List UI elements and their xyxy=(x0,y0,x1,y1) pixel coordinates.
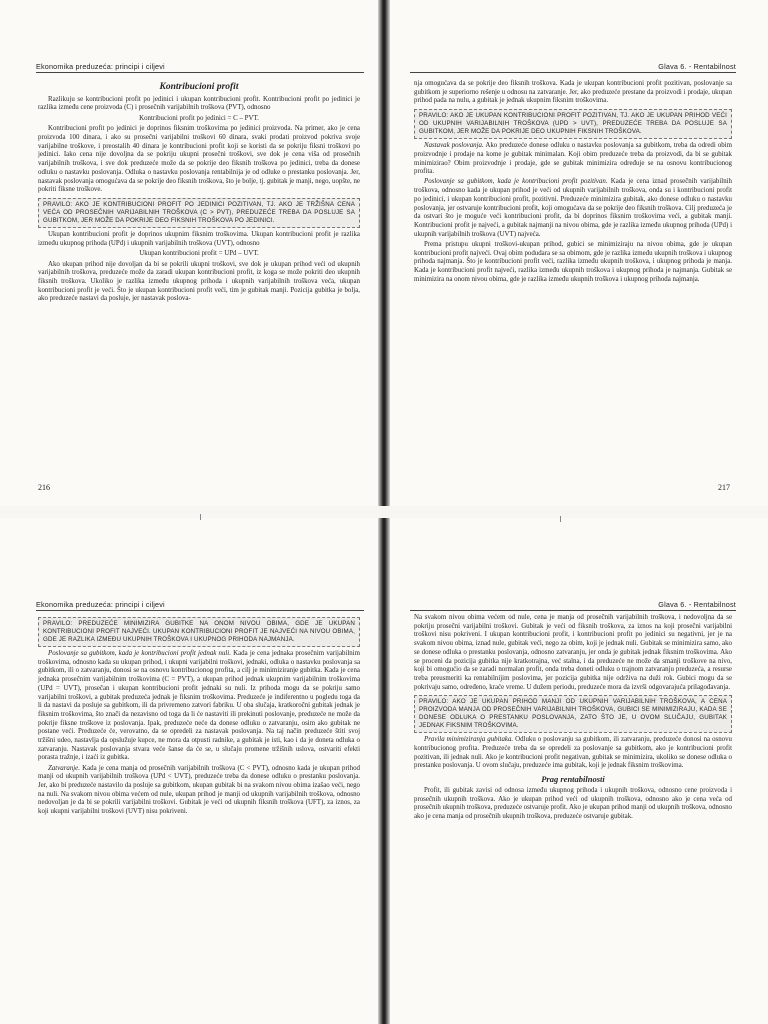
paragraph-label: Poslovanje sa gubitkom, kada je kontribucioni profit pozitivan. xyxy=(424,178,608,186)
running-head: Ekonomika preduzeća: principi i ciljevi xyxy=(36,62,364,73)
paragraph: Na svakom nivou obima većem od nule, cena je manja od prosečnih varijabilnih troškova, i nedovoljna da se pokriju prosečni varijabilni troškovi. Gubitak je veći od fiksnih troškova, za iznos na koji prosečni varijabilni troškovi nisu pokriveni. I ukupan kontribucioni profit, i kontribucioni profit po jedinici su negativni, jer je na svakom nivou obima, iznad nule, gubitak veći, nego za obim, koji je jednak nuli. Gubitak se minimizira samo, ako se donese odluka o prestanku poslovanja, odnosno zatvaranju, jer onda je gubitak jednak fiksnim troškovima. Ako se proceni da pozicija gubitka nije kratkotrajna, već stalna, i da preduzeće ne može da smanji troškove na nivo, koji bi omogućio da se zaradi normalan profit, onda treba doneti odluku o trajnom zatvaranju preduzeća, a resurse treba preusmeriti ka rentabilnijim poslovima, jer pozicija gubitka nije održiva na duži rok. Gubici mogu da se pokrivaju samo, određeno, kraće vreme. U dužem periodu, preduzeće mora da izvrši odgovarajuća prilagođavanja. xyxy=(414,614,732,691)
paragraph-label: Nastavak poslovanja. xyxy=(424,142,484,150)
formula: Kontribucioni profit po jedinici = C – PVT. xyxy=(139,114,259,122)
paragraph-label: Poslovanje sa gubitkom, kada je kontribucioni profit jednak nuli. xyxy=(48,650,231,657)
rule-box: PRAVILO: AKO JE UKUPAN PRIHOD MANJI OD UKUPNIH VARIJABILNIH TROŠKOVA, A CENA PROIZVODA MANJA OD PROSEČNIH VARIJABILNIH TROŠKOVA, GUBICI SE MINIMIZIRAJU, KADA SE DONESE ODLUKA O PRESTANKU POSLOVANJA, ZATO ŠTO JE, U OVOM SLUČAJU, GUBITAK JEDNAK FIKSNIM TROŠKOVIMA. xyxy=(414,695,732,733)
scan-artifact xyxy=(560,516,561,522)
paragraph-text: Kada je cena iznad prosečnih varijabilnih troškova, odnosno kada je ukupan prihod je veći od ukupnih varijabilnih troškova, onda su i kontribucioni profit po jedinici, i ukupan kontribucioni profit, pozitivni. Preduzeće minimizira gubitak, ako donese odluku o nastavku poslovanja, jer ostvaruje kontribucioni profit, koji omogućava da se pokrije deo fiksnih troškova. Cilj preduzeća je da ostvari što je moguće veći kontribucioni profit, da bi doprinos fiksnim troškovima veći, a gubitak manji. Kontribucioni profit je najveći, a gubitak najmanji na nivou obima, gde je razlika između ukupnog prihoda (UPd) i ukupnih varijabilnih troškova (UVT) najveća. xyxy=(414,178,732,238)
page-body xyxy=(38,614,360,818)
paragraph xyxy=(38,650,360,763)
rule-box: PRAVILO: AKO JE UKUPAN KONTRIBUCIONI PROFIT POZITIVAN, TJ. AKO JE UKUPAN PRIHOD VEĆI OD UKUPNIH VARIJABILNIH TROŠKOVA (UPD > UVT), PREDUZEĆE TREBA DA POSLUJE SA GUBITKOM, JER MOŽE DA POKRIJE DEO UKUPNIH FIKSNIH TROŠKOVA. xyxy=(414,109,732,139)
running-head: Glava 6. - Rentabilnost xyxy=(410,600,736,611)
page-number: 216 xyxy=(38,483,50,492)
formula: Ukupan kontribucioni profit = UPd – UVT. xyxy=(139,249,259,257)
paragraph-label: Zatvaranje. xyxy=(48,764,80,772)
paragraph-text: Kada je cena jednaka prosečnim varijabilnim troškovima, odnosno kada su ukupan prihod, i ukupni varijabilni troškovi, jednaki, odluka o nastavku poslovanja sa gubitkom, ili o zatvaranju, donosi se na osnovu kontribucionog profita, a cilj je minimiziranje gubitka. Kada je cena jednaka prosečnim varijabilnim troškovima (C = PVT), a ukupan prihod jednak ukupnim varijabilnim troškovima (UPd = UVT), prosečan i ukupan kontribucioni profit jednaki su nuli. Iz prihoda mogu da se pokriju samo varijabilni troškovi, a gubitak preduzeća jednak je fiksnim troškovima. Preduzeće je indiferentno u pogledu toga da li da nastavi da posluje sa gubitkom, ili da privremeno zatvori fabriku. U oba slučaja, kratkoročni gubitak jednak je fiksnim troškovima, što znači da nezavisno od toga da li će nastaviti ili prekinuti poslovanje, preduzeće ne može da pokrije fiksne troškove iz poslovanja. Ipak, preduzeće neće da donese odluku o zatvaranju, osim ako gubitak ne postane veći. Preduzeće će, verovatno, da se opredeli za nastavak poslovanja. Na taj način preduzeće štiti svoj tržišni udeo, nastavlja da opslužuje kupce, ne mora da otpusti radnike, a gubitak je isti, kao i da je doneta odluka o zatvaranju. Nastavak poslovanja stvara veće šanse da će se, u slučaju promene tržišnih uslova, ostvariti efekti porasta tražnje, i izaći iz gubitka. xyxy=(38,650,360,762)
section-subtitle: Prag rentabilnosti xyxy=(541,774,605,785)
paragraph-label: Pravila minimiziranja gubitaka. xyxy=(424,736,514,744)
page-body xyxy=(38,80,360,306)
paragraph xyxy=(414,178,732,239)
paragraph: Kontribucioni profit po jedinici je doprinos fiksnim troškovima po jedinici proizvoda. Na primer, ako je cena proizvoda 100 dinara, i ako su prosečni varijabilni troškovi 60 dinara, svaki prodati proizvod pokriva svoje varijabilne troškove, i preostalih 40 dinara je kontribucioni profit koji se koristi da se pokriju fiksni troškovi po jedinici. Iako cena nije dovoljna da se pokriju ukupni prosečni troškovi, sve dok je cena viša od prosečnih varijabilnih troškova, i sve dok preduzeće može da se pokrije deo fiksnih troškova po jedinici, treba da donese odluku o nastavku poslovanja. Odluka o nastavku poslovanja rentabilnija je od odluke o prestanku poslovanja. Jer, nastavak poslovanja omogućava da se pokrije deo fiksnih troškova, što je bolje, tj. gubitak je manji, nego, uopšte, ne pokriti fiksne troškove. xyxy=(38,125,360,194)
paragraph: nja omogućava da se pokrije deo fiksnih troškova. Kada je ukupan kontribucioni profit pozitivan, poslovanje sa gubitkom je superiorno rešenje u odnosu na zatvaranje. Jer, ako preduzeće prestane da proizvodi i prodaje, ukupan prihod pada na nulu, a gubitak je jednak ukupnim fiksnim troškovima. xyxy=(414,80,732,105)
paragraph: Prema pristupu ukupni troškovi-ukupan prihod, gubici se minimiziraju na nivou obima, gde je ukupan kontribucioni profit najveći. Ovaj obim podudara se sa obimom, gde je razlika između ukupnih troškova i ukupnog prihoda najmanja. Što je kontribucioni profit veći, razlika između ukupnih troškova, i ukupnog prihoda je manja. Kada je kontribucioni profit najveći, razlika između ukupnih troškova i ukupnog prihoda je najmanja. Gubitak se minimizira na onom nivou obima, gde je razlika između ukupnih troškova i ukupnog prihoda najmanja. xyxy=(414,240,732,283)
paragraph-text: Odluku o poslovanju sa gubitkom, ili zatvaranju, preduzeće donosi na osnovu kontribucionog profita. Preduzeće treba da se opredeli za poslovanje sa gubitkom, ako je kontribucioni profit pozitivan, ili jednak nuli. Ako je kontribucioni profit negativan, gubitak se minimizira, ukoliko se donese odluka o prestanku poslovanja. U ovom slučaju, preduzeće ima gubitak, koji je jednak fiksnim troškovima. xyxy=(414,736,732,770)
page-217 xyxy=(390,0,768,506)
book-spread-top xyxy=(0,0,768,506)
paragraph: Razlikuju se kontribucioni profit po jedinici i ukupan kontribucioni profit. Kontribucioni profit po jedinici je razlika između cene proizvoda (C) i prosečnih varijabilnih troškova (PVT), odnosno xyxy=(38,95,360,112)
paragraph: Profit, ili gubitak zavisi od odnosa između ukupnog prihoda i ukupnih troškova, odnosno cene proizvoda i prosečnih ukupnih troškova. Ako je ukupan prihod veći od ukupnih troškova, odnosno ako je cena veća od prosečnih ukupnih troškova, preduzeće ostvaruje profit. Ako je ukupan prihod manji od ukupnih troškova, odnosno ako je cena manja od prosečnih ukupnih troškova, preduzeće ostvaruje gubitak. xyxy=(414,786,732,820)
page-number: 217 xyxy=(718,483,730,492)
paragraph xyxy=(38,765,360,817)
paragraph: Ukupan kontribucioni profit je doprinos ukupnim fiksnim troškovima. Ukupan kontribucioni profit je razlika između ukupnog prihoda (UPd) i ukupnih varijabilnih troškova (UVT), odnosno xyxy=(38,230,360,247)
paragraph-text: Kada je cena manja od prosečnih varijabilnih troškova (C < PVT), odnosno kada je ukupan prihod manji od ukupnih varijabilnih troškova (UPd < UVT), preduzeće treba da donese odluku o prestanku poslovanja. Jer, ako bi preduzeće nastavilo da posluje sa gubitkom, ukupan gubitak bi na svakom nivou obima izašao veći, nego na nuli. Na svakom nivou obima većem od nule, ukupan prihod je manji od ukupnih varijabilnih troškova, odnosno nedovoljan je da bi se pokrili varijabilni troškovi. Gubitak je veći od ukupnih fiksnih troškova (UFT), za iznos, za koji ukupni varijabilni troškovi (UVT) nisu pokriveni. xyxy=(38,764,360,816)
rule-box: PRAVILO: PREDUZEĆE MINIMIZIRA GUBITKE NA ONOM NIVOU OBIMA, GDE JE UKUPAN KONTRIBUCIONI PROFIT NAJVEĆI. UKUPAN KONTRIBUCIONI PROFIT JE NAJVEĆI NA NIVOU OBIMA, GDE JE RAZLIKA IZMEĐU UKUPNIH TROŠKOVA I UKUPNOG PRIHODA NAJMANJA. xyxy=(38,617,360,647)
book-gutter xyxy=(378,0,390,506)
running-head: Glava 6. - Rentabilnost xyxy=(410,62,736,73)
page-218 xyxy=(0,518,378,1024)
book-gutter xyxy=(378,518,390,1024)
rule-box: PRAVILO: AKO JE KONTRIBUCIONI PROFIT PO JEDINICI POZITIVAN, TJ. AKO JE TRŽIŠNA CENA VEĆA OD PROSEČNIH VARIJABILNIH TROŠKOVA (C > PVT), PREDUZEĆE TREBA DA POSLUJE SA GUBITKOM, JER MOŽE DA POKRIJE DEO FIKSNIH TROŠKOVA PO JEDINICI. xyxy=(38,198,360,228)
paragraph xyxy=(414,736,732,771)
paragraph-text: Ako preduzeće donese odluku o nastavku poslovanja sa gubitkom, treba da odredi obim proizvodnje i prodaje na kome je gubitak minimalan. Koji obim preduzeće treba da proizvodi, da bi se gubitak minimizirao? Obim proizvodnje i prodaje, gde se gubitak minimizira određuje se na osnovu kontribucionog profita. xyxy=(414,142,732,176)
paragraph: Ako ukupan prihod nije dovoljan da bi se pokrili ukupni troškovi, sve dok je ukupan prihod veći od ukupnih varijabilnih troškova, preduzeće može da zaradi ukupan kontribucioni profit, iz koga se može pokriti deo ukupnih fiksnih troškova. Ukoliko je razlika između ukupnog prihoda i ukupnih varijabilnih troškova veća, ukupan kontribucioni profit je veći. Što je ukupan kontribucioni profit veći, tim je gubitak manji. Pozicija gubitka je bolja, ako preduzeće nastavi da posluje, jer nastavak poslova- xyxy=(38,260,360,303)
section-title: Kontribucioni profit xyxy=(159,82,239,92)
running-head: Ekonomika preduzeća: principi i ciljevi xyxy=(36,600,364,611)
scan-artifact xyxy=(200,514,201,520)
paragraph xyxy=(414,142,732,177)
page-body xyxy=(414,614,732,823)
book-spread-bottom xyxy=(0,518,768,1024)
page-body xyxy=(414,80,732,286)
page-216 xyxy=(0,0,378,506)
page-219 xyxy=(390,518,768,1024)
